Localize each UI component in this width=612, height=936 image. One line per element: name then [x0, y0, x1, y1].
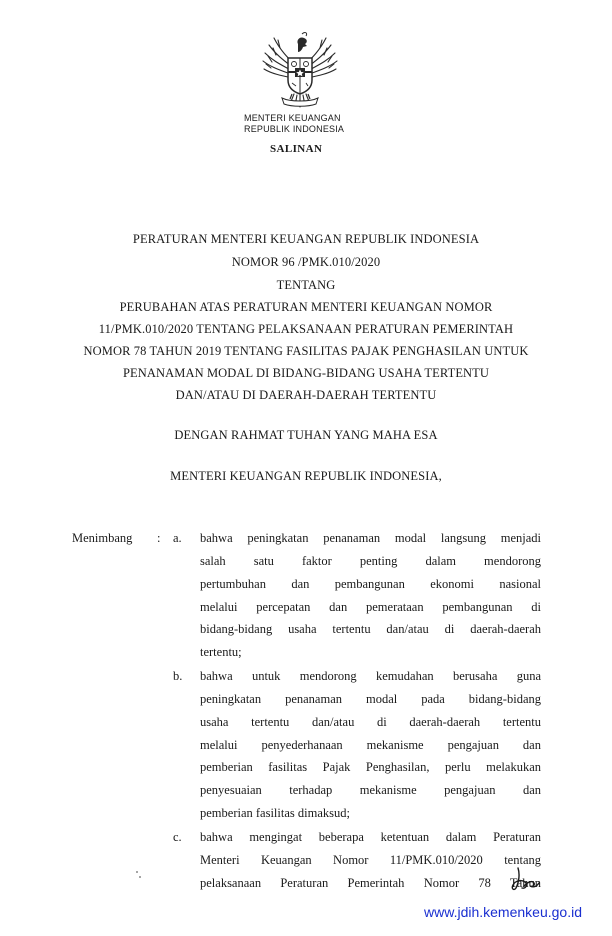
item-marker: a. — [173, 531, 182, 545]
item-a-line: melalui percepatan dan pemerataan pembangunan di — [200, 600, 541, 614]
institution-country: REPUBLIK INDONESIA — [244, 124, 345, 134]
item-a-line: bidang-bidang usaha tertentu dan/atau di daerah-daerah — [200, 622, 541, 636]
regulation-subject-line: 11/PMK.010/2020 TENTANG PELAKSANAAN PERATURAN PEMERINTAH — [98, 322, 514, 336]
item-c-line: pelaksanaan Peraturan Pemerintah Nomor 78 Tahun — [200, 876, 541, 890]
scan-speck — [136, 871, 138, 873]
copy-label: SALINAN — [270, 143, 323, 155]
issuing-authority: MENTERI KEUANGAN REPUBLIK INDONESIA, — [170, 469, 442, 483]
regulation-subject-line: NOMOR 78 TAHUN 2019 TENTANG FASILITAS PAJAK PENGHASILAN UNTUK — [83, 344, 529, 358]
footer-website-link[interactable]: www.jdih.kemenkeu.go.id — [424, 904, 582, 920]
garuda-emblem-icon — [250, 28, 350, 110]
item-a-line: bahwa peningkatan penanaman modal langsung menjadi — [200, 531, 541, 545]
item-marker: c. — [173, 830, 182, 844]
considering-label: Menimbang — [72, 531, 133, 545]
paraf-initial-icon — [508, 864, 542, 892]
item-b-line: usaha tertentu dan/atau di daerah-daerah tertentu — [200, 715, 541, 729]
regulation-subject-line: PENANAMAN MODAL DI BIDANG-BIDANG USAHA TERTENTU — [122, 366, 490, 380]
institution-name: MENTERI KEUANGAN — [244, 113, 341, 123]
regulation-subject-line: PERUBAHAN ATAS PERATURAN MENTERI KEUANGAN NOMOR — [119, 300, 493, 314]
scan-speck — [139, 876, 141, 878]
item-b-line: melalui penyederhanaan mekanisme pengajuan dan — [200, 738, 541, 752]
invocation: DENGAN RAHMAT TUHAN YANG MAHA ESA — [174, 428, 438, 442]
item-a-line: tertentu; — [200, 645, 242, 659]
item-b-line: pemberian fasilitas dimaksud; — [200, 806, 350, 820]
regulation-title: PERATURAN MENTERI KEUANGAN REPUBLIK INDONESIA — [132, 232, 480, 246]
item-a-line: salah satu faktor penting dalam mendorong — [200, 554, 541, 568]
item-b-line: penyesuaian terhadap mekanisme pengajuan dan — [200, 783, 541, 797]
item-marker: b. — [173, 669, 183, 683]
item-b-line: bahwa untuk mendorong kemudahan berusaha guna — [200, 669, 541, 683]
item-c-line: bahwa mengingat beberapa ketentuan dalam Peraturan — [200, 830, 541, 844]
item-b-line: peningkatan penanaman modal pada bidang-bidang — [200, 692, 541, 706]
item-a-line: pertumbuhan dan pembangunan ekonomi nasional — [200, 577, 541, 591]
item-b-line: pemberian fasilitas Pajak Penghasilan, perlu melakukan — [200, 760, 541, 774]
considering-colon: : — [157, 531, 161, 545]
regulation-about: TENTANG — [276, 278, 336, 292]
regulation-subject-line: DAN/ATAU DI DAERAH-DAERAH TERTENTU — [175, 388, 437, 402]
item-c-line: Menteri Keuangan Nomor 11/PMK.010/2020 tentang — [200, 853, 541, 867]
regulation-number: NOMOR 96 /PMK.010/2020 — [231, 255, 381, 269]
